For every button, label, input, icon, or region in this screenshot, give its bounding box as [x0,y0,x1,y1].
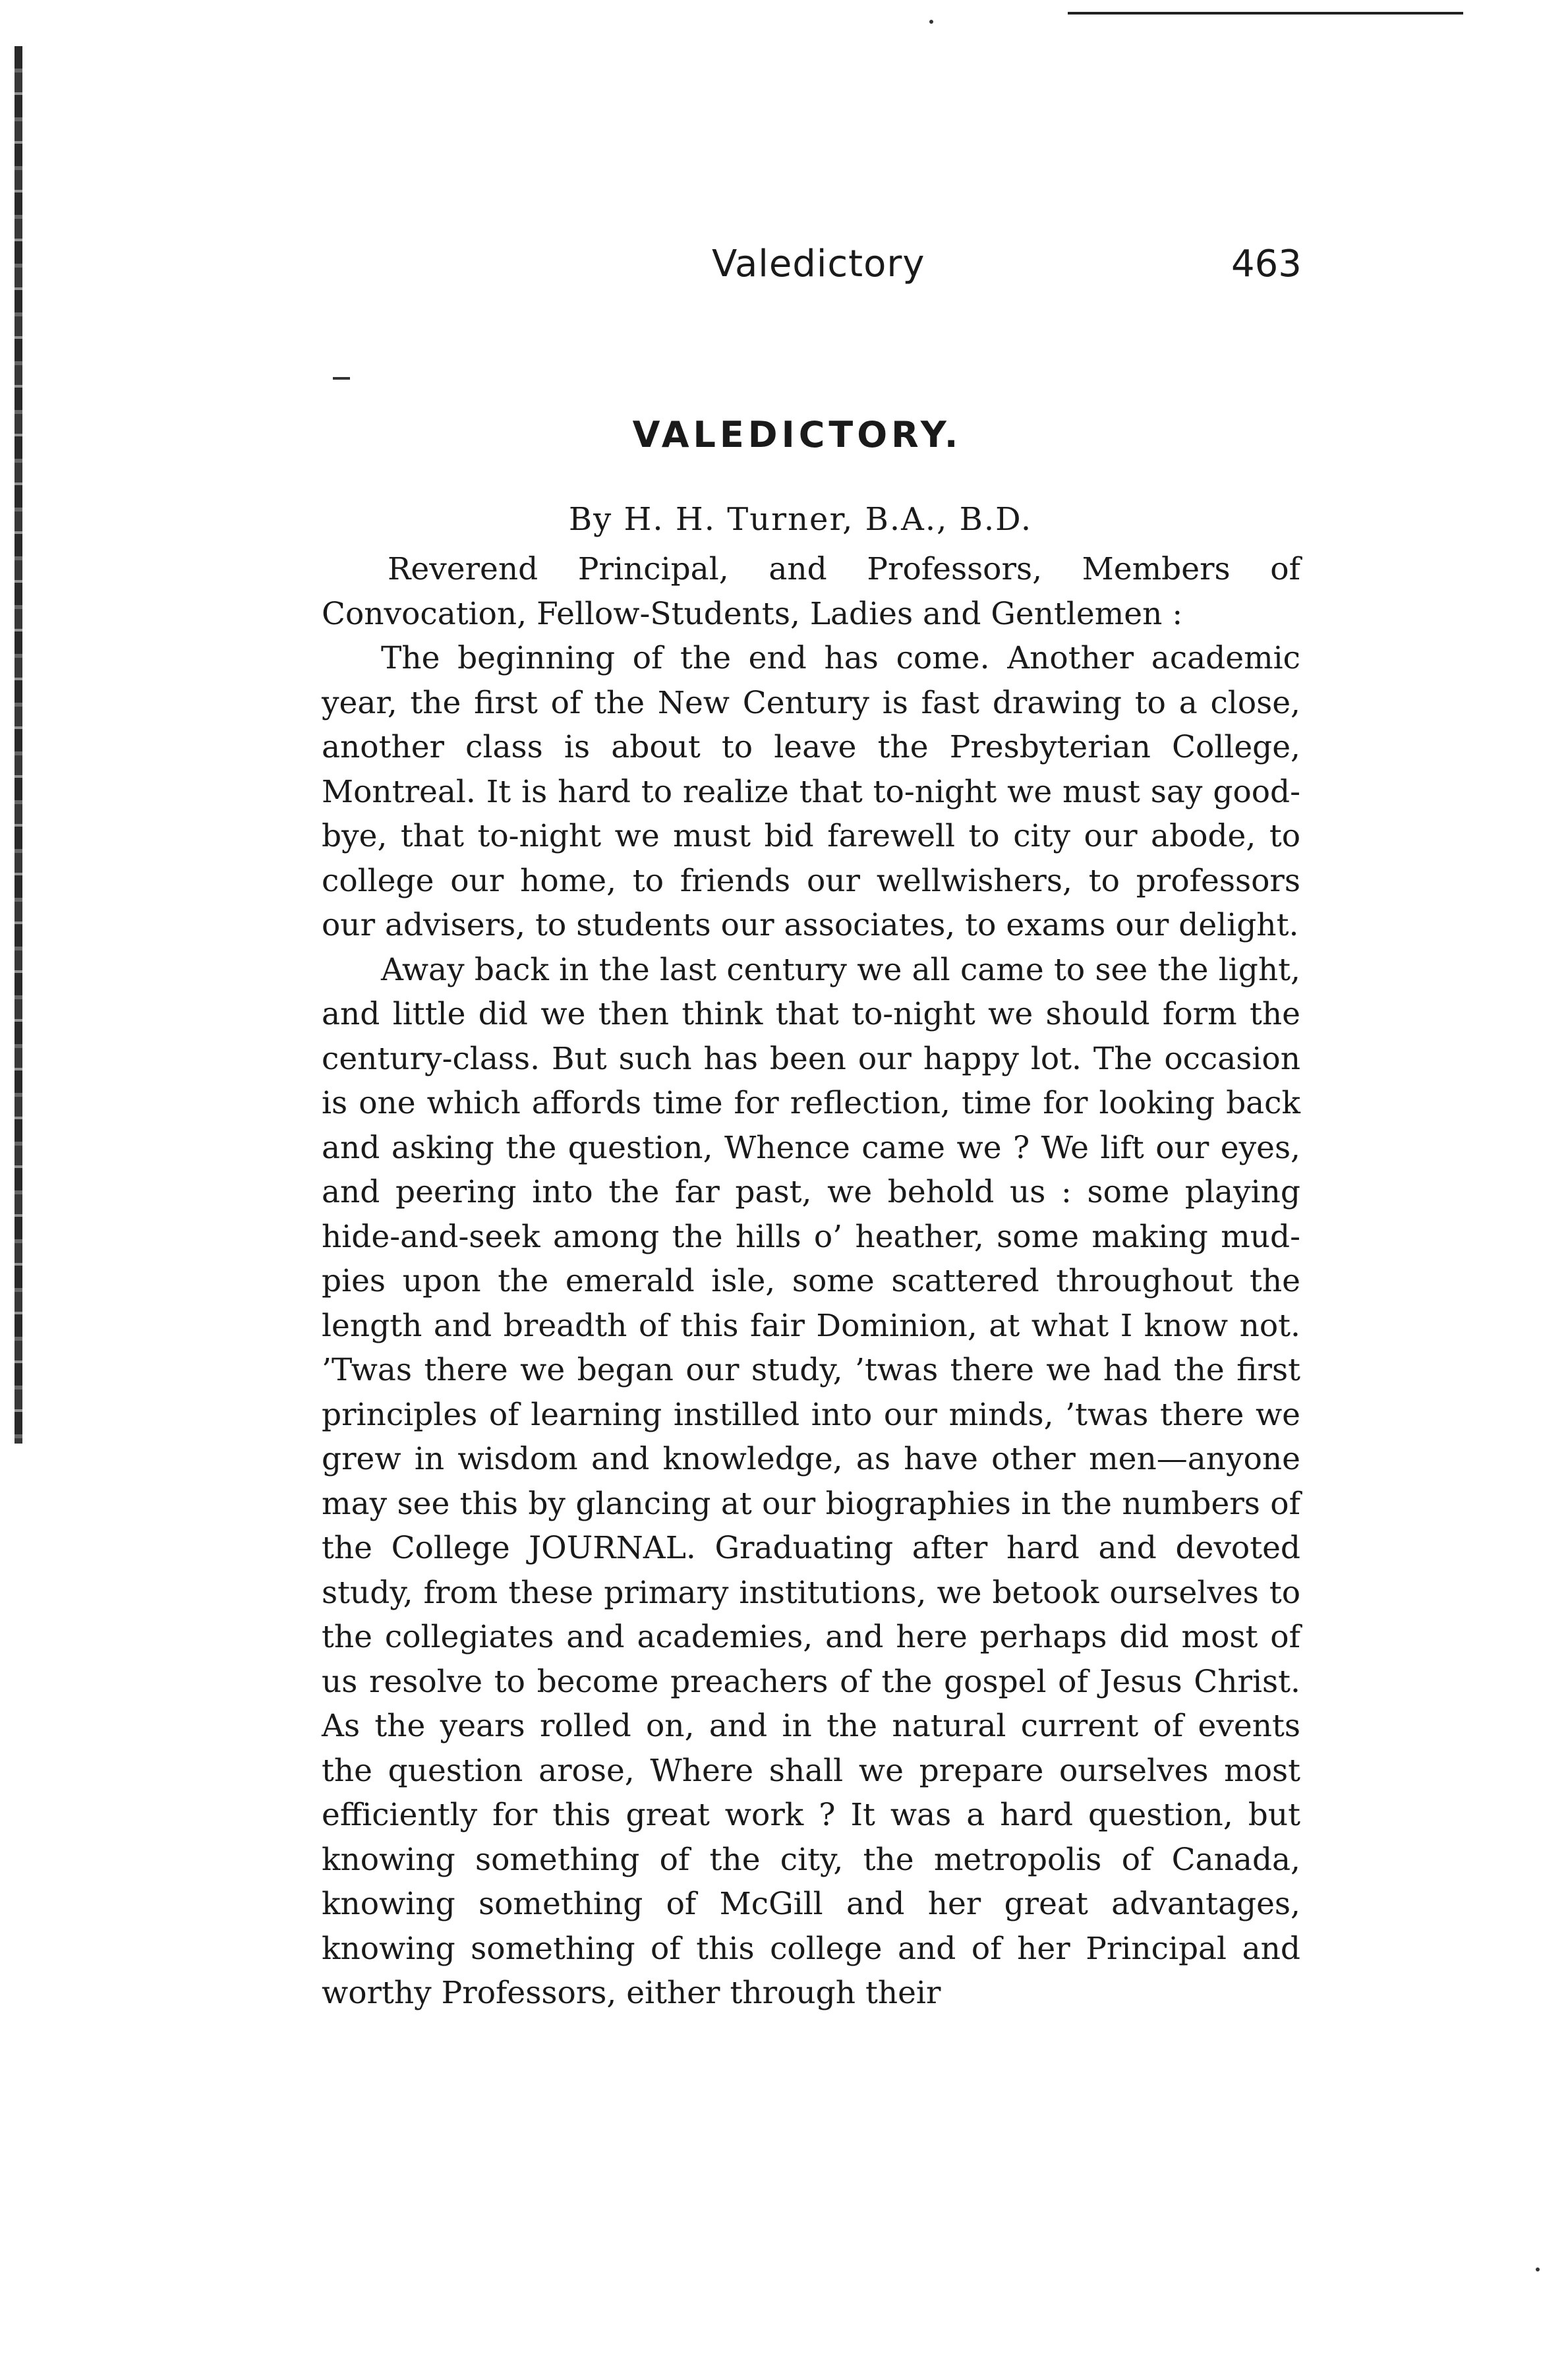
body-paragraph: The beginning of the end has come. Another academic year, the first of the New Century is fast drawing to a close, another class is about to leave the Presbyterian College, Montreal. It is hard to realize that to-night we must say good-bye, that to-night we must bid farewell to city our abode, to college our home, to friends our wellwishers, to professors our advisers, to students our associates, to exams our delight. [322,640,1300,943]
byline: By H. H. Turner, B.A., B.D. [568,501,1033,538]
article-body [322,547,1300,2016]
scan-speck [929,20,933,24]
top-rule [1068,12,1463,15]
article-title: VALEDICTORY. [632,414,962,455]
body-paragraph: Away back in the last century we all came to see the light, and little did we then think that to-night we should form the century-class. But such has been our happy lot. The occasion is one which affords time for reflection, time for looking back and asking the question, Whence came we ? We lift our eyes, and peering into the far past, we behold us : some playing hide-and-seek among the hills o’ heather, some making mud-pies upon the emerald isle, some scattered throughout the length and breadth of this fair Dominion, at what I know not. ’Twas there we began our study, ’twas there we had the first principles of learning instilled into our minds, ’twas there we grew in wisdom and knowledge, as have other men—anyone may see this by glancing at our biographies in the numbers of the College JOURNAL. Graduating after hard and devoted study, from these primary institutions, we betook ourselves to the collegiates and academies, and here perhaps did most of us resolve to become preachers of the gospel of Jesus Christ. As the years rolled on, and in the natural current of events the question arose, Where shall we prepare ourselves most efficiently for this great work ? It was a hard question, but knowing something of the city, the metropolis of Canada, knowing something of McGill and her great advantages, knowing something of this college and of her Principal and worthy Professors, either through their [322,951,1300,2011]
running-head: Valedictory [712,243,925,285]
salutation-paragraph: Reverend Principal, and Professors, Members of Convocation, Fellow-Students, Ladies and Gentlemen : [322,551,1300,632]
scan-speck [1536,2267,1540,2271]
scan-binding-edge [15,46,22,1444]
scan-mark [333,377,350,380]
page-number: 463 [1231,243,1302,285]
